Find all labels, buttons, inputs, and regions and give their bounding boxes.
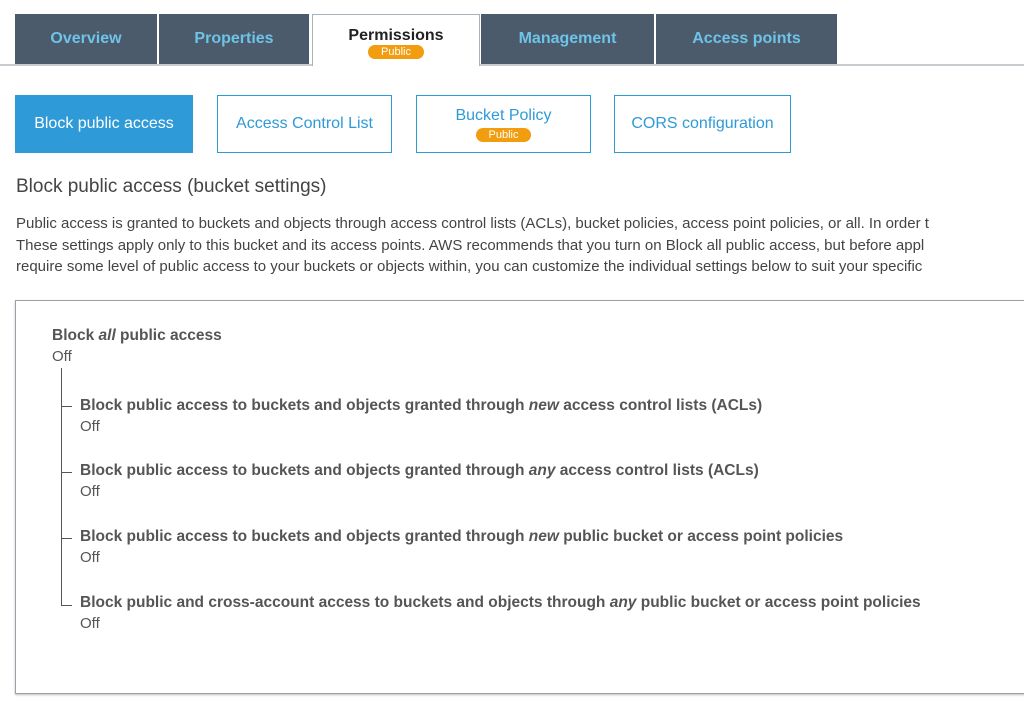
tab-properties[interactable] (159, 14, 311, 64)
subtab-block-public-access[interactable] (15, 95, 193, 153)
settings-tree-line (61, 368, 62, 606)
tree-branch (61, 472, 72, 473)
block-any-acls-status: Off (80, 483, 100, 500)
title-emphasis: new (528, 397, 559, 414)
subtab-bucket-policy[interactable] (416, 95, 591, 153)
tab-management[interactable] (481, 14, 656, 64)
subtab-cors-configuration[interactable] (614, 95, 791, 153)
block-all-public-access-title (52, 327, 222, 345)
tree-branch (61, 605, 72, 606)
subtab-block-public-access-label: Block public access (34, 115, 174, 132)
main-tab-bar (0, 0, 1024, 66)
title-suffix: access control lists (ACLs) (555, 462, 759, 479)
tab-permissions-label: Permissions (348, 26, 444, 44)
title-emphasis: all (98, 327, 116, 344)
title-suffix: public bucket or access point policies (558, 528, 844, 545)
block-any-acls-title (80, 462, 759, 480)
block-public-access-panel (15, 300, 1024, 694)
tree-branch (61, 538, 72, 539)
section-description (16, 213, 1024, 278)
description-line: require some level of public access to your buckets or objects within, you can customize the individual settings below to suit your specific (16, 258, 923, 275)
title-prefix: Block public access to buckets and objects granted through (80, 397, 529, 414)
tab-properties-label: Properties (194, 30, 274, 47)
title-prefix: Block (52, 327, 99, 344)
title-emphasis: new (528, 528, 559, 545)
tree-branch (61, 406, 72, 407)
permissions-public-badge: Public (368, 45, 424, 59)
tab-overview-label: Overview (50, 30, 122, 47)
block-all-public-access-status: Off (52, 348, 72, 365)
block-cross-account-status: Off (80, 615, 100, 632)
title-emphasis: any (528, 462, 556, 479)
title-suffix: public bucket or access point policies (636, 594, 921, 611)
description-line: These settings apply only to this bucket and its access points. AWS recommends that you turn on Block all public access, but before appl (16, 236, 925, 254)
section-title: Block public access (bucket settings) (16, 176, 327, 197)
title-prefix: Block public access to buckets and objects granted through (80, 462, 529, 479)
subtab-access-control-list[interactable] (217, 95, 392, 153)
block-new-policies-status: Off (80, 549, 100, 566)
block-new-acls-status: Off (80, 418, 100, 435)
subtab-bucket-policy-label: Bucket Policy (455, 106, 552, 124)
subtab-cors-label: CORS configuration (631, 115, 774, 132)
title-prefix: Block public access to buckets and objects granted through (80, 528, 529, 545)
subtab-acl-label: Access Control List (236, 115, 373, 132)
tab-access-points-label: Access points (692, 30, 801, 47)
title-suffix: public access (115, 327, 222, 344)
title-emphasis: any (609, 594, 637, 611)
tab-access-points[interactable] (656, 14, 837, 64)
tab-management-label: Management (518, 30, 617, 47)
block-cross-account-title (80, 594, 921, 612)
description-line: Public access is granted to buckets and objects through access control lists (ACLs), bucket policies, access point policies, or all. In order t (16, 215, 929, 232)
block-new-policies-title (80, 528, 843, 546)
title-prefix: Block public and cross-account access to buckets and objects through (80, 594, 610, 611)
tab-permissions[interactable] (312, 14, 480, 66)
title-suffix: access control lists (ACLs) (558, 397, 763, 414)
block-new-acls-title (80, 397, 762, 415)
tab-overview[interactable] (15, 14, 159, 64)
bucket-policy-public-badge: Public (476, 128, 532, 142)
